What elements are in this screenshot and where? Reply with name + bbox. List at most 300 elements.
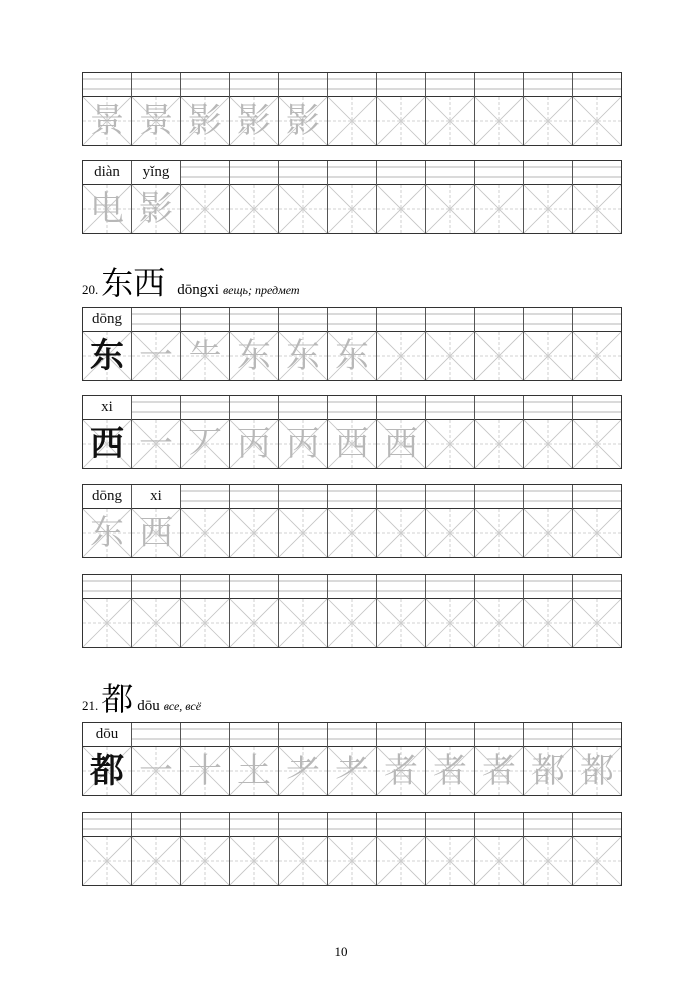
grid-cell [230,73,279,145]
hanzi-box [524,747,572,795]
hanzi-box [426,97,474,145]
pinyin-box [83,813,131,837]
pinyin-box [377,396,425,420]
hanzi-box [83,509,131,557]
pinyin-box [132,161,180,185]
hanzi-box [377,509,425,557]
hanzi-box [573,599,621,647]
pinyin-box [230,575,278,599]
hanzi-box [230,747,278,795]
pinyin-box [524,73,572,97]
pinyin-box [524,485,572,509]
hanzi-box [426,747,474,795]
pinyin-box [377,813,425,837]
hanzi-character: 一 [139,751,173,791]
grid-cell [524,575,573,647]
pinyin-box [475,723,523,747]
hanzi-box [426,185,474,233]
hanzi-box [83,420,131,468]
pinyin-box [83,73,131,97]
grid-cell [573,161,621,233]
hanzi-box [230,332,278,380]
pinyin-box [573,485,621,509]
pinyin-box [230,73,278,97]
pinyin-box [377,485,425,509]
grid-cell [132,308,181,380]
grid-cell [573,485,621,557]
grid-cell [279,813,328,885]
grid-cell [524,396,573,468]
grid-cell [230,396,279,468]
hanzi-box [279,747,327,795]
hanzi-character: 都 [580,751,614,791]
grid-cell [524,161,573,233]
hanzi-box [377,97,425,145]
grid-cell [524,485,573,557]
pinyin-box [573,396,621,420]
section-pinyin: dōu [137,698,160,714]
pinyin-box [475,73,523,97]
pinyin-box [230,723,278,747]
hanzi-box [524,837,572,885]
hanzi-character: 者 [433,751,467,791]
hanzi-box [426,332,474,380]
pinyin-text: xi [132,487,180,505]
grid-cell [426,396,475,468]
grid-cell [279,308,328,380]
grid-cell [573,575,621,647]
practice-row [82,812,622,886]
grid-cell [230,813,279,885]
pinyin-box [132,308,180,332]
grid-cell [181,308,230,380]
practice-row [82,160,622,234]
hanzi-box [328,837,376,885]
grid-cell [426,308,475,380]
hanzi-box [573,509,621,557]
hanzi-character: 丙 [286,424,320,464]
pinyin-box [475,161,523,185]
grid-cell [426,485,475,557]
grid-cell [279,723,328,795]
grid-cell [230,308,279,380]
hanzi-character: 都 [531,751,565,791]
hanzi-character: 西 [90,424,124,464]
pinyin-box [426,723,474,747]
pinyin-text: xi [83,398,131,416]
pinyin-box [83,396,131,420]
grid-cell [279,485,328,557]
hanzi-character: 丙 [237,424,271,464]
hanzi-character: ⺧ [188,336,222,376]
pinyin-box [132,575,180,599]
hanzi-box [132,185,180,233]
section-pinyin: dōngxi [177,282,219,298]
pinyin-box [328,308,376,332]
pinyin-box [328,396,376,420]
hanzi-character: 一 [139,424,173,464]
grid-cell [230,485,279,557]
grid-cell [132,396,181,468]
hanzi-box [230,420,278,468]
hanzi-box [83,747,131,795]
grid-cell [83,308,132,380]
section-translation: вещь; предмет [222,283,300,297]
hanzi-box [279,837,327,885]
hanzi-box [573,420,621,468]
pinyin-box [132,813,180,837]
pinyin-box [524,723,572,747]
pinyin-box [426,161,474,185]
pinyin-box [328,575,376,599]
pinyin-box [573,73,621,97]
pinyin-box [426,813,474,837]
hanzi-box [426,509,474,557]
hanzi-character: 东 [90,513,124,553]
pinyin-box [475,813,523,837]
grid-cell [83,161,132,233]
pinyin-box [377,575,425,599]
hanzi-character: 电 [90,189,124,229]
pinyin-box [426,575,474,599]
pinyin-box [181,575,229,599]
grid-cell [328,485,377,557]
grid-cell [132,161,181,233]
grid-cell [573,73,621,145]
hanzi-box [83,97,131,145]
pinyin-box [279,308,327,332]
hanzi-character: 影 [286,101,320,141]
pinyin-box [328,723,376,747]
grid-cell [475,308,524,380]
hanzi-box [230,837,278,885]
pinyin-box [181,396,229,420]
grid-cell [377,723,426,795]
hanzi-box [181,185,229,233]
hanzi-box [377,420,425,468]
hanzi-box [377,185,425,233]
hanzi-box [328,747,376,795]
hanzi-box [524,97,572,145]
pinyin-box [426,396,474,420]
hanzi-box [524,509,572,557]
hanzi-box [279,185,327,233]
hanzi-box [83,332,131,380]
hanzi-character: 影 [237,101,271,141]
pinyin-box [83,575,131,599]
grid-cell [377,308,426,380]
grid-cell [475,396,524,468]
grid-cell [181,575,230,647]
grid-cell [377,813,426,885]
hanzi-box [132,420,180,468]
pinyin-box [230,485,278,509]
grid-cell [132,485,181,557]
hanzi-box [377,837,425,885]
grid-cell [377,161,426,233]
grid-cell [524,73,573,145]
pinyin-box [426,485,474,509]
hanzi-box [279,420,327,468]
grid-cell [377,485,426,557]
hanzi-box [475,599,523,647]
pinyin-box [475,575,523,599]
grid-cell [475,485,524,557]
pinyin-box [475,308,523,332]
grid-cell [230,161,279,233]
hanzi-character: 耂 [286,751,320,791]
hanzi-character: 土 [237,751,271,791]
grid-cell [83,73,132,145]
hanzi-box [132,837,180,885]
hanzi-box [328,420,376,468]
hanzi-box [475,747,523,795]
grid-cell [83,575,132,647]
section-hanzi: 都 [101,680,134,718]
grid-cell [426,73,475,145]
pinyin-box [573,723,621,747]
grid-cell [83,813,132,885]
hanzi-box [279,509,327,557]
hanzi-box [328,185,376,233]
pinyin-box [230,161,278,185]
hanzi-box [573,332,621,380]
pinyin-box [426,308,474,332]
hanzi-character: 景 [139,101,173,141]
grid-cell [573,308,621,380]
pinyin-text: dōng [83,487,131,505]
grid-cell [328,161,377,233]
grid-cell [573,396,621,468]
grid-cell [132,73,181,145]
grid-cell [279,161,328,233]
pinyin-box [377,723,425,747]
pinyin-box [377,161,425,185]
pinyin-box [279,485,327,509]
hanzi-box [132,747,180,795]
grid-cell [230,723,279,795]
pinyin-text: yǐng [132,163,180,181]
page-number: 10 [334,944,348,959]
section-number: 20. [82,282,99,297]
grid-cell [181,396,230,468]
pinyin-box [132,485,180,509]
grid-cell [181,723,230,795]
grid-cell [230,575,279,647]
hanzi-box [377,332,425,380]
hanzi-box [524,185,572,233]
hanzi-character: 东 [90,336,124,376]
hanzi-box [132,332,180,380]
grid-cell [377,396,426,468]
pinyin-text: dōng [83,310,131,328]
hanzi-box [230,97,278,145]
pinyin-box [230,813,278,837]
section-translation: все, всё [163,699,202,713]
pinyin-box [524,813,572,837]
hanzi-box [328,509,376,557]
hanzi-box [573,747,621,795]
practice-row [82,574,622,648]
grid-cell [573,813,621,885]
practice-row [82,395,622,469]
hanzi-box [475,332,523,380]
hanzi-box [181,837,229,885]
pinyin-box [475,485,523,509]
grid-cell [524,308,573,380]
hanzi-character: 西 [139,513,173,553]
grid-cell [83,396,132,468]
section-hanzi: 东西 [101,264,166,302]
pinyin-box [524,396,572,420]
pinyin-box [328,161,376,185]
hanzi-box [573,837,621,885]
pinyin-box [279,396,327,420]
pinyin-box [181,161,229,185]
hanzi-character: 东 [335,336,369,376]
hanzi-character: 十 [188,751,222,791]
hanzi-character: 耂 [335,751,369,791]
grid-cell [524,813,573,885]
pinyin-box [132,723,180,747]
pinyin-box [279,575,327,599]
hanzi-box [279,97,327,145]
pinyin-box [524,161,572,185]
section-heading [82,258,300,304]
hanzi-box [475,97,523,145]
pinyin-box [83,161,131,185]
grid-cell [279,396,328,468]
hanzi-character: 都 [90,751,124,791]
grid-cell [377,73,426,145]
hanzi-box [132,97,180,145]
hanzi-box [181,420,229,468]
hanzi-character: 西 [335,424,369,464]
grid-cell [132,813,181,885]
grid-cell [328,723,377,795]
grid-cell [328,396,377,468]
grid-cell [377,575,426,647]
pinyin-box [181,485,229,509]
grid-cell [524,723,573,795]
pinyin-box [279,73,327,97]
pinyin-box [83,723,131,747]
pinyin-box [132,73,180,97]
hanzi-box [573,185,621,233]
pinyin-box [83,308,131,332]
hanzi-box [328,599,376,647]
hanzi-box [132,599,180,647]
pinyin-box [83,485,131,509]
hanzi-box [181,97,229,145]
hanzi-box [475,509,523,557]
hanzi-character: 东 [286,336,320,376]
hanzi-box [328,332,376,380]
grid-cell [181,161,230,233]
pinyin-box [279,723,327,747]
pinyin-box [181,813,229,837]
pinyin-box [328,73,376,97]
pinyin-box [475,396,523,420]
pinyin-box [573,308,621,332]
pinyin-box [230,396,278,420]
grid-cell [83,723,132,795]
grid-cell [573,723,621,795]
hanzi-box [475,185,523,233]
grid-cell [181,73,230,145]
hanzi-box [328,97,376,145]
pinyin-box [181,73,229,97]
hanzi-box [181,599,229,647]
hanzi-box [181,509,229,557]
pinyin-box [279,161,327,185]
hanzi-box [132,509,180,557]
grid-cell [475,723,524,795]
hanzi-box [573,97,621,145]
hanzi-character: 景 [90,101,124,141]
practice-row [82,307,622,381]
grid-cell [328,73,377,145]
hanzi-box [475,837,523,885]
section-heading [82,674,201,720]
hanzi-box [83,837,131,885]
hanzi-box [83,599,131,647]
hanzi-box [377,747,425,795]
hanzi-box [475,420,523,468]
hanzi-character: 丆 [188,424,222,464]
hanzi-character: 西 [384,424,418,464]
hanzi-box [181,332,229,380]
pinyin-box [573,575,621,599]
pinyin-box [524,575,572,599]
grid-cell [328,813,377,885]
section-number: 21. [82,698,99,713]
grid-cell [426,575,475,647]
practice-row [82,484,622,558]
hanzi-box [426,599,474,647]
pinyin-box [181,308,229,332]
hanzi-box [230,509,278,557]
pinyin-box [279,813,327,837]
pinyin-box [181,723,229,747]
hanzi-box [377,599,425,647]
grid-cell [475,813,524,885]
grid-cell [132,723,181,795]
pinyin-box [524,308,572,332]
grid-cell [132,575,181,647]
pinyin-text: dōu [83,725,131,743]
grid-cell [426,723,475,795]
hanzi-box [524,420,572,468]
grid-cell [279,575,328,647]
grid-cell [181,485,230,557]
hanzi-character: 影 [188,101,222,141]
grid-cell [475,73,524,145]
grid-cell [426,161,475,233]
grid-cell [328,308,377,380]
hanzi-character: 一 [139,336,173,376]
hanzi-box [426,837,474,885]
hanzi-box [230,599,278,647]
grid-cell [181,813,230,885]
hanzi-box [230,185,278,233]
pinyin-box [328,813,376,837]
hanzi-character: 者 [384,751,418,791]
hanzi-box [524,599,572,647]
hanzi-character: 者 [482,751,516,791]
grid-cell [328,575,377,647]
pinyin-text: diàn [83,163,131,181]
